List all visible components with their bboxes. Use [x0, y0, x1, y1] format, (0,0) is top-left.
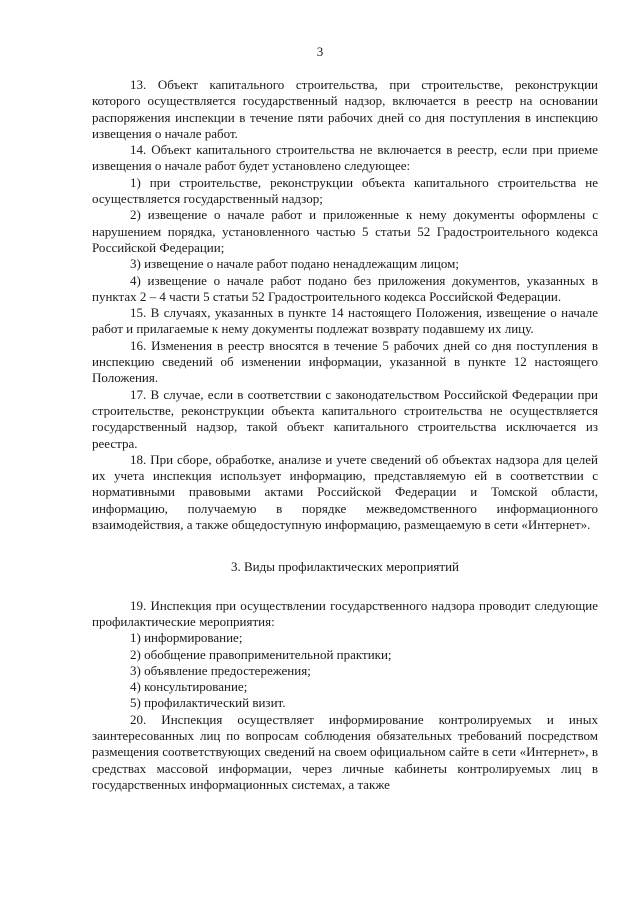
paragraph-13: 13. Объект капитального строительства, при строительстве, реконструкции которого осуществляется государственный надзор, включается в реестр на основании распоряжения инспекции в течение пяти рабочих дней со дня поступления в инспекцию извещения о начале работ. [92, 77, 598, 141]
paragraph-19-item-1: 1) информирование; [130, 630, 243, 646]
paragraph-19-item-2: 2) обобщение правоприменительной практики; [130, 646, 392, 662]
document-body [92, 77, 598, 793]
paragraph-14-item-1: 1) при строительстве, реконструкции объекта капитального строительства не осуществляется государственный надзор; [92, 174, 598, 207]
paragraph-14-item-3: 3) извещение о начале работ подано ненадлежащим лицом; [130, 256, 459, 272]
paragraph-19-item-5: 5) профилактический визит. [130, 695, 286, 711]
paragraph-19: 19. Инспекция при осуществлении государственного надзора проводит следующие профилактические мероприятия: [92, 597, 598, 629]
paragraph-16: 16. Изменения в реестр вносятся в течение 5 рабочих дней со дня поступления в инспекцию сведений об изменении информации, указанной в пункте 12 настоящего Положения. [92, 337, 598, 386]
paragraph-14-item-4: 4) извещение о начале работ подано без приложения документов, указанных в пунктах 2 – 4 части 5 статьи 52 Градостроительного кодекса Российской Федерации. [92, 272, 598, 304]
paragraph-19-item-3: 3) объявление предостережения; [130, 662, 311, 678]
paragraph-20: 20. Инспекция осуществляет информирование контролируемых и иных заинтересованных лиц по вопросам соблюдения обязательных требований посредством размещения соответствующих сведений на своем официальном сайте в сети «Интернет», в средствах массовой информации, через личные кабинеты контролируемых лиц в государственных информационных системах, а также [92, 711, 598, 792]
paragraph-18: 18. При сборе, обработке, анализе и учете сведений об объектах надзора для целей их учета инспекция использует информацию, представляемую ей в соответствии с нормативными правовыми актами Российской Федерации и Томской области, информацию, получаемую в порядке межведомственного информационного взаимодействия, а также общедоступную информацию, размещаемую в сети «Интернет». [92, 451, 598, 533]
paragraph-19-item-4: 4) консультирование; [130, 679, 248, 695]
paragraph-14: 14. Объект капитального строительства не включается в реестр, если при приеме извещения о начале работ будет установлено следующее: [92, 142, 598, 174]
paragraph-17: 17. В случае, если в соответствии с законодательством Российской Федерации при строительстве, реконструкции объекта капитального строительства не осуществляется государственный надзор, такой объект капитального строительства исключается из реестра. [92, 386, 598, 451]
section-heading: 3. Виды профилактических мероприятий [230, 559, 459, 575]
page-number: 3 [316, 44, 324, 59]
paragraph-14-item-2: 2) извещение о начале работ и приложенные к нему документы оформлены с нарушением порядка, установленного частью 5 статьи 52 Градостроительного кодекса Российской Федерации; [92, 207, 598, 255]
paragraph-15: 15. В случаях, указанных в пункте 14 настоящего Положения, извещение о начале работ и прилагаемые к нему документы подлежат возврату подавшему их лицу. [92, 305, 598, 337]
